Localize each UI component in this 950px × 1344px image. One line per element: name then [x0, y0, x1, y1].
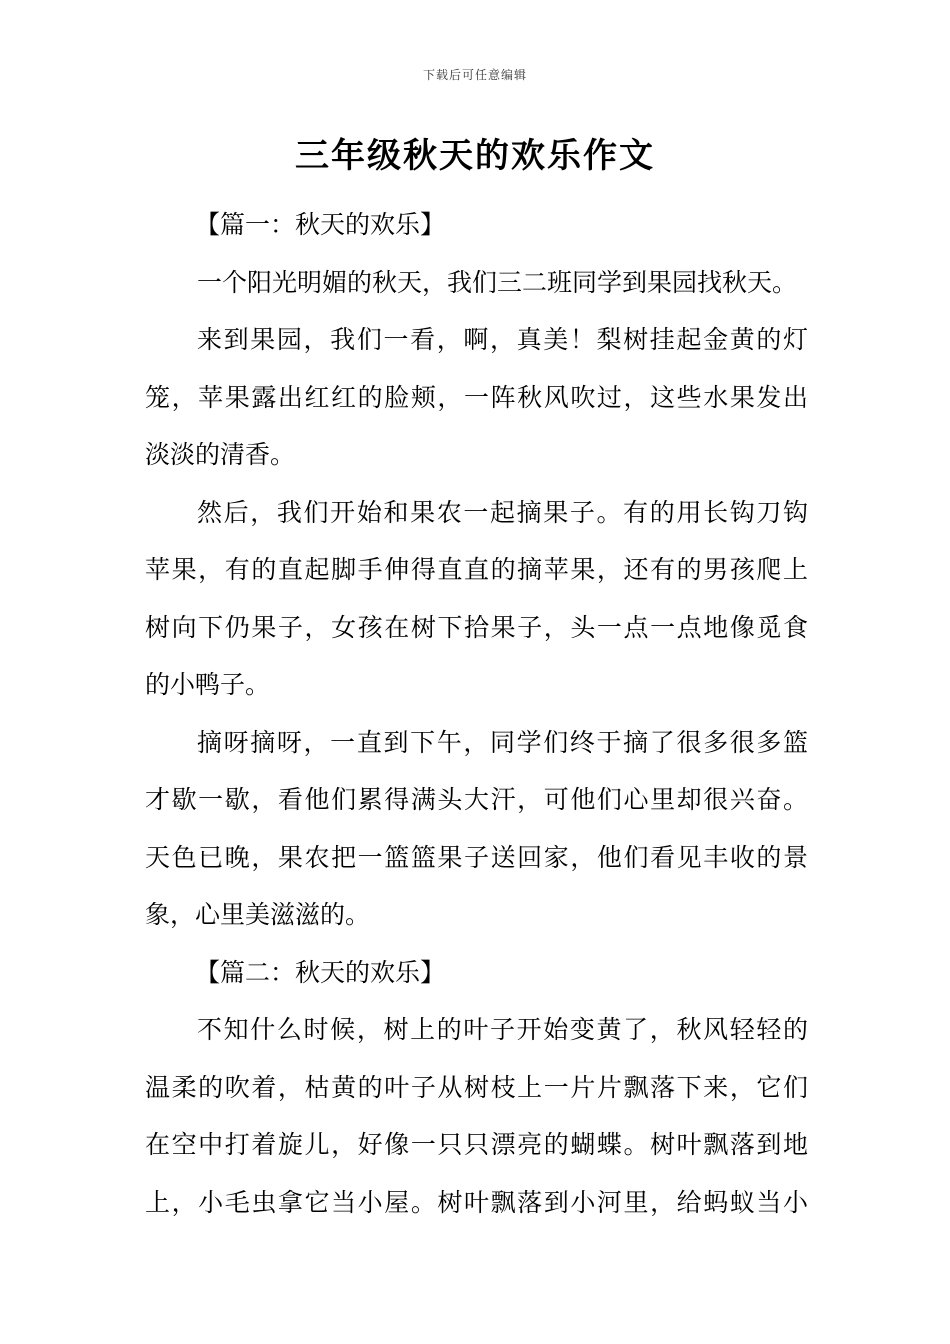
header-note: 下载后可任意编辑	[422, 68, 527, 82]
body-text-line: 上，小毛虫拿它当小屋。树叶飘落到小河里，给蚂蚁当小	[145, 1187, 808, 1217]
body-text-line: 才歇一歇，看他们累得满头大汗，可他们心里却很兴奋。	[145, 785, 808, 814]
body-text-line: 来到果园，我们一看，啊，真美！梨树挂起金黄的灯	[197, 325, 808, 354]
section-heading: 【篇一：秋天的欢乐】	[195, 210, 446, 239]
body-text-line: 天色已晚，果农把一篮篮果子送回家，他们看见丰收的景	[145, 842, 808, 872]
body-text-line: 一个阳光明媚的秋天，我们三二班同学到果园找秋天。	[197, 267, 798, 297]
body-text-line: 苹果，有的直起脚手伸得直直的摘苹果，还有的男孩爬上	[145, 555, 808, 584]
body-text-line: 摘呀摘呀，一直到下午，同学们终于摘了很多很多篮	[197, 727, 808, 757]
section-heading: 【篇二：秋天的欢乐】	[195, 957, 446, 987]
body-text-line: 然后，我们开始和果农一起摘果子。有的用长钩刀钩	[197, 497, 808, 527]
body-text-line: 在空中打着旋儿，好像一只只漂亮的蝴蝶。树叶飘落到地	[145, 1130, 808, 1159]
body-text-line: 树向下仍果子，女孩在树下拾果子，头一点一点地像觅食	[145, 612, 808, 642]
body-text-line: 笼，苹果露出红红的脸颊，一阵秋风吹过，这些水果发出	[145, 382, 808, 412]
body-text-line: 象，心里美滋滋的。	[145, 900, 371, 929]
body-text-line: 的小鸭子。	[145, 670, 271, 699]
body-text-line: 不知什么时候，树上的叶子开始变黄了，秋风轻轻的	[197, 1015, 808, 1044]
document-body	[145, 196, 808, 1231]
body-text-line: 淡淡的清香。	[145, 440, 296, 469]
document-title: 三年级秋天的欢乐作文	[295, 136, 655, 176]
body-text-line: 温柔的吹着，枯黄的叶子从树枝上一片片飘落下来，它们	[145, 1072, 808, 1102]
